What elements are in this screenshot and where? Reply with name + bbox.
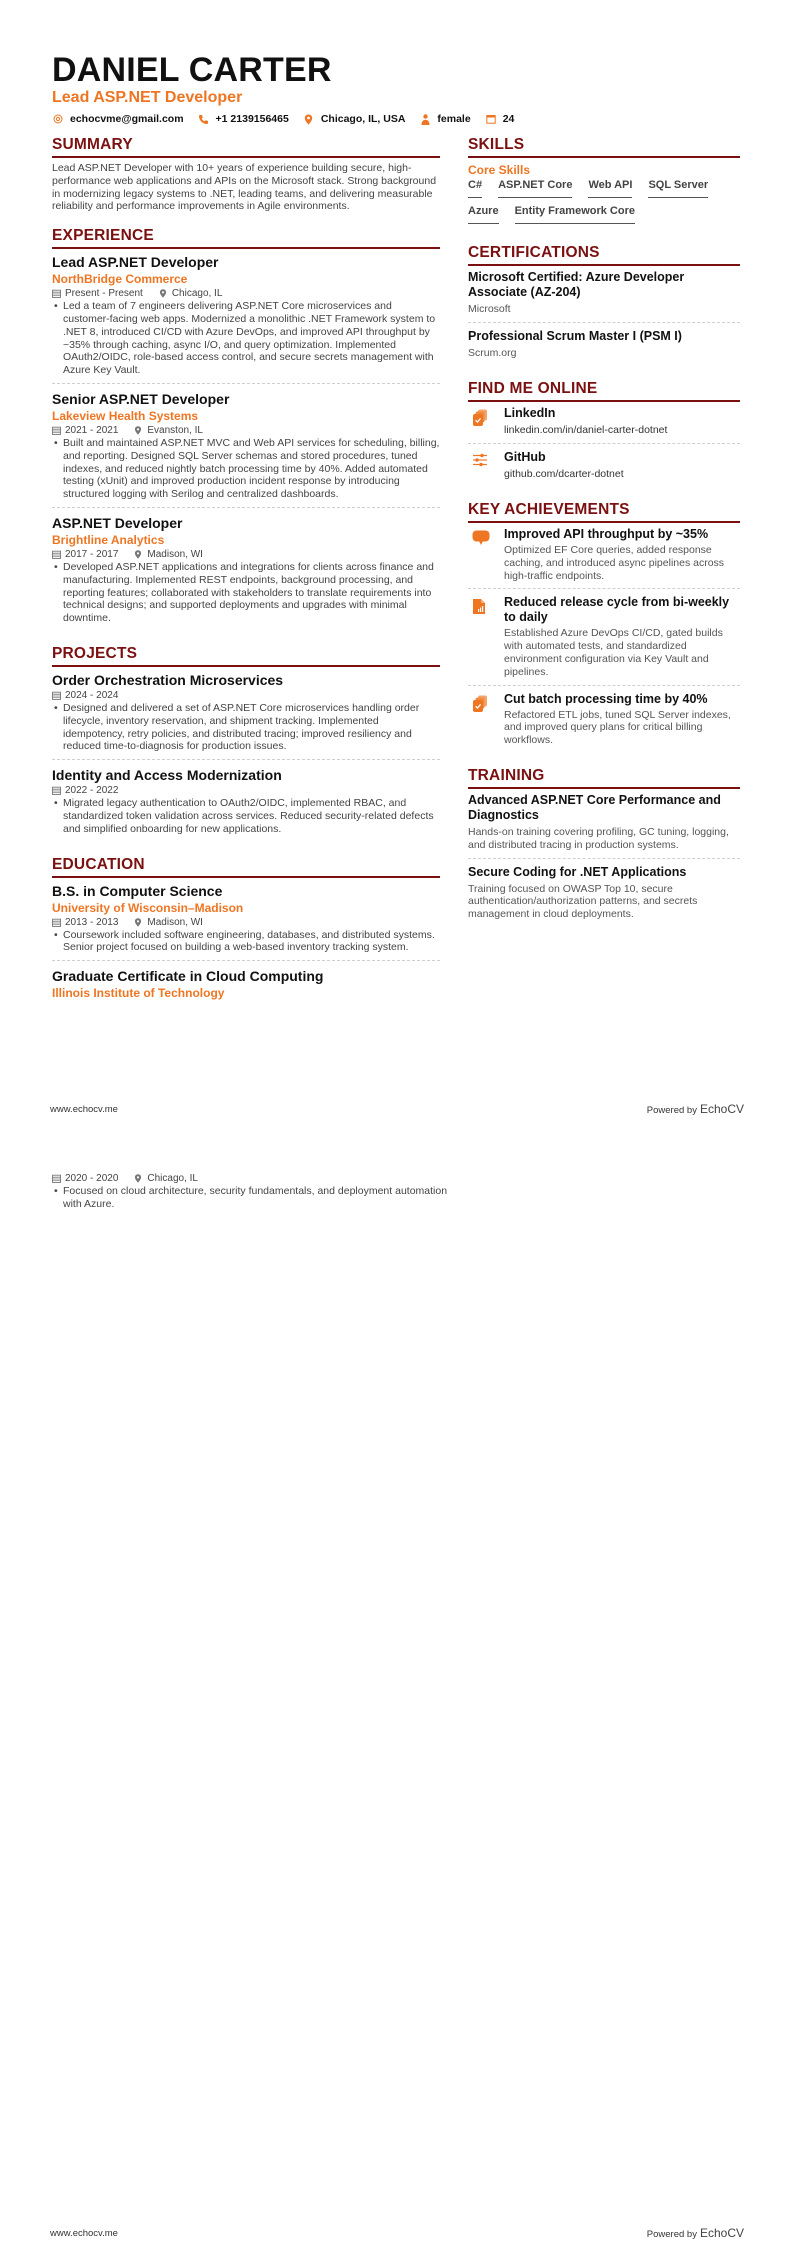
contact-email[interactable]: echocvme@gmail.com (52, 113, 184, 125)
person-icon (419, 113, 431, 125)
link-name: GitHub (504, 450, 546, 464)
entry-bullet: • Led a team of 7 engineers delivering ASP.NET Core microservices and customer-facing web apps. Modernized a monolithic .NET Framework system to .NET 8, introduced CI/CD with Azure DevOps, and improved API throughput by ~35% through caching, async I/O, and query optimization. Implemented OAuth2/OIDC, role-based access control, and secure secrets management with Azure Key Vault. (54, 300, 436, 377)
entry-location: Evanston, IL (134, 424, 203, 437)
calendar-icon (52, 289, 61, 298)
calendar-icon (52, 786, 61, 795)
project-entry (52, 671, 440, 760)
education-entry-continued (52, 1172, 452, 1211)
left-column (52, 136, 440, 1021)
calendar-icon (52, 918, 61, 927)
copy-check-icon (468, 406, 504, 437)
certifications-section (468, 244, 740, 366)
cert-org: Scrum.org (468, 347, 517, 359)
entry-location: Chicago, IL (134, 1172, 198, 1185)
skill-tags (468, 178, 740, 230)
section-title: KEY ACHIEVEMENTS (468, 501, 740, 523)
company-name: Lakeview Health Systems (52, 408, 199, 423)
education-entry (52, 882, 440, 962)
entry-bullet: • Built and maintained ASP.NET MVC and Web API services for scheduling, billing, and reporting. Designed SQL Server schemas and stored procedures, tuned indexes, and reduced nightly batch processing time by 40%. Added automated testing (xUnit) and improved production incident response by introducing structured logging with Serilog and centralized dashboards. (54, 436, 440, 501)
entry-meta (52, 548, 440, 561)
candidate-role: Lead ASP.NET Developer (52, 89, 243, 106)
achievement-desc: Established Azure DevOps CI/CD, gated builds with automated tests, and standardized environment configuration via Key Vault and pipelines. (504, 627, 723, 678)
experience-entry (52, 514, 440, 631)
training-desc: Hands-on training covering profiling, GC tuning, logging, and distributed tracing in production systems. (468, 825, 729, 851)
project-entry (52, 766, 440, 841)
copy-check-icon (468, 692, 504, 747)
training-title: Secure Coding for .NET Applications (468, 864, 687, 879)
entry-bullet: • Designed and delivered a set of ASP.NET Core microservices handling order lifecycle, inventory reservation, and shipment tracking. Implemented idempotency, retry policies, and distributed tracing; improved resiliency and reduced time-to-diagnosis for production issues. (54, 701, 420, 753)
link-name: LinkedIn (504, 406, 556, 420)
degree-title: B.S. in Computer Science (52, 882, 223, 899)
page-footer (50, 1102, 744, 1116)
file-chart-icon (468, 595, 504, 678)
summary-text: Lead ASP.NET Developer with 10+ years of experience building secure, high-performance web applications and APIs on the Microsoft stack. Strong background in modernizing legacy systems to .NET, leading teams, and delivering measurable reliability and performance improvements in Agile environments. (52, 162, 437, 213)
online-link-linkedin[interactable] (468, 406, 740, 444)
entry-meta (52, 1172, 452, 1185)
section-title: SKILLS (468, 136, 740, 158)
entry-meta (52, 424, 440, 437)
skill-tag: C# (468, 178, 482, 198)
cert-org: Microsoft (468, 303, 511, 315)
achievement-entry (468, 692, 740, 753)
achievements-section (468, 501, 740, 753)
online-link-github[interactable] (468, 450, 740, 487)
experience-entry (52, 253, 440, 384)
training-entry (468, 865, 740, 927)
company-name: Brightline Analytics (52, 532, 165, 547)
section-title: SUMMARY (52, 136, 440, 158)
footer-brand[interactable]: EchoCV (699, 2226, 744, 2240)
map-pin-icon (303, 113, 315, 125)
entry-dates: 2017 - 2017 (65, 548, 119, 560)
footer-website[interactable]: www.echocv.me (50, 2227, 118, 2239)
entry-meta (52, 689, 440, 702)
project-title: Identity and Access Modernization (52, 767, 282, 784)
degree-title: Graduate Certificate in Cloud Computing (52, 968, 324, 985)
section-title: PROJECTS (52, 645, 440, 667)
contact-bar (52, 113, 752, 125)
speech-bubble-icon (468, 527, 504, 582)
entry-meta (52, 287, 440, 300)
job-title: Lead ASP.NET Developer (52, 254, 219, 271)
right-column (468, 136, 740, 941)
map-pin-icon (134, 1174, 143, 1183)
entry-dates: 2020 - 2020 (65, 1173, 119, 1184)
training-title: Advanced ASP.NET Core Performance and Diagnostics (468, 792, 721, 822)
calendar-icon (485, 113, 497, 125)
entry-location: Madison, WI (134, 548, 203, 561)
section-title: TRAINING (468, 767, 740, 789)
cert-title: Professional Scrum Master I (PSM I) (468, 329, 682, 343)
skill-tag: SQL Server (648, 178, 708, 198)
achievement-title: Reduced release cycle from bi-weekly to daily (504, 595, 730, 625)
skill-tag: Azure (468, 204, 499, 224)
skill-tag: Entity Framework Core (515, 204, 635, 224)
calendar-icon (52, 1174, 61, 1183)
certification-entry (468, 270, 740, 323)
summary-section (52, 136, 440, 213)
experience-entry (52, 390, 440, 508)
section-title: EXPERIENCE (52, 227, 440, 249)
entry-meta (52, 784, 440, 797)
page-footer (50, 2226, 744, 2240)
online-section (468, 380, 740, 487)
calendar-icon (52, 691, 61, 700)
entry-bullet: • Developed ASP.NET applications and integrations for clients across finance and manufacturing. Implemented REST endpoints, background processing, and reporting features; collaborated with stakeholders to translate requirements into technical designs; and supported deployments and upgrades with minimal downtime. (54, 560, 434, 625)
skills-subtitle: Core Skills (468, 163, 531, 177)
calendar-icon (52, 426, 61, 435)
link-url[interactable]: github.com/dcarter-dotnet (504, 468, 624, 480)
sliders-icon (468, 450, 504, 481)
at-sign-icon (52, 113, 64, 125)
achievement-desc: Optimized EF Core queries, added response caching, and introduced async pipelines across high-traffic endpoints. (504, 544, 725, 582)
entry-bullet: • Coursework included software engineering, databases, and distributed systems. Senior project focused on building a web-based inventory tracking system. (54, 928, 435, 954)
entry-dates: Present - Present (65, 288, 143, 300)
contact-gender: female (419, 113, 470, 125)
entry-dates: 2021 - 2021 (65, 424, 119, 436)
job-title: Senior ASP.NET Developer (52, 390, 230, 407)
entry-bullet: • Migrated legacy authentication to OAuth2/OIDC, implemented RBAC, and standardized token validation across services. Reduced security-related defects and simplified onboarding for new applications. (54, 797, 434, 835)
training-section (468, 767, 740, 927)
footer-brand[interactable]: EchoCV (699, 1102, 744, 1116)
projects-section (52, 645, 440, 842)
job-title: ASP.NET Developer (52, 514, 183, 531)
school-name: Illinois Institute of Technology (52, 986, 225, 1001)
contact-age: 24 (485, 113, 515, 125)
education-entry (52, 967, 440, 1007)
school-name: University of Wisconsin–Madison (52, 900, 244, 915)
entry-dates: 2022 - 2022 (65, 785, 119, 797)
company-name: NorthBridge Commerce (52, 272, 188, 287)
entry-location: Chicago, IL (159, 287, 223, 300)
map-pin-icon (134, 426, 143, 435)
achievement-entry (468, 527, 740, 589)
calendar-icon (52, 550, 61, 559)
resume-header (52, 52, 752, 125)
entry-meta (52, 916, 440, 929)
entry-dates: 2024 - 2024 (65, 689, 119, 701)
skill-tag: Web API (588, 178, 632, 198)
achievement-desc: Refactored ETL jobs, tuned SQL Server indexes, and improved query plans for critical billing workflows. (504, 708, 731, 747)
training-desc: Training focused on OWASP Top 10, secure authentication/authorization patterns, and secrets management in cloud deployments. (468, 882, 698, 921)
section-title: EDUCATION (52, 856, 440, 878)
map-pin-icon (159, 289, 168, 298)
map-pin-icon (134, 918, 143, 927)
achievement-entry (468, 595, 740, 685)
candidate-name: DANIEL CARTER (52, 51, 332, 89)
skill-tag: ASP.NET Core (498, 178, 572, 198)
training-entry (468, 793, 740, 859)
footer-website[interactable]: www.echocv.me (50, 1103, 118, 1115)
contact-location: Chicago, IL, USA (303, 113, 406, 125)
entry-bullet: • Focused on cloud architecture, security fundamentals, and deployment automation with Azure. (54, 1185, 448, 1210)
contact-phone[interactable]: +1 2139156465 (198, 113, 289, 125)
experience-section (52, 227, 440, 631)
map-pin-icon (134, 550, 143, 559)
footer-powered: Powered by EchoCV (646, 2226, 744, 2240)
certification-entry (468, 329, 740, 366)
project-title: Order Orchestration Microservices (52, 671, 284, 688)
skills-section (468, 136, 740, 230)
footer-powered: Powered by EchoCV (646, 1102, 744, 1116)
phone-icon (198, 113, 210, 125)
entry-dates: 2013 - 2013 (65, 916, 119, 928)
section-title: FIND ME ONLINE (468, 380, 740, 402)
entry-location: Madison, WI (134, 916, 203, 929)
section-title: CERTIFICATIONS (468, 244, 740, 266)
achievement-title: Cut batch processing time by 40% (504, 691, 708, 706)
achievement-title: Improved API throughput by ~35% (504, 527, 709, 541)
cert-title: Microsoft Certified: Azure Developer Associate (AZ-204) (468, 270, 685, 299)
education-section (52, 856, 440, 1008)
link-url[interactable]: linkedin.com/in/daniel-carter-dotnet (504, 424, 668, 436)
